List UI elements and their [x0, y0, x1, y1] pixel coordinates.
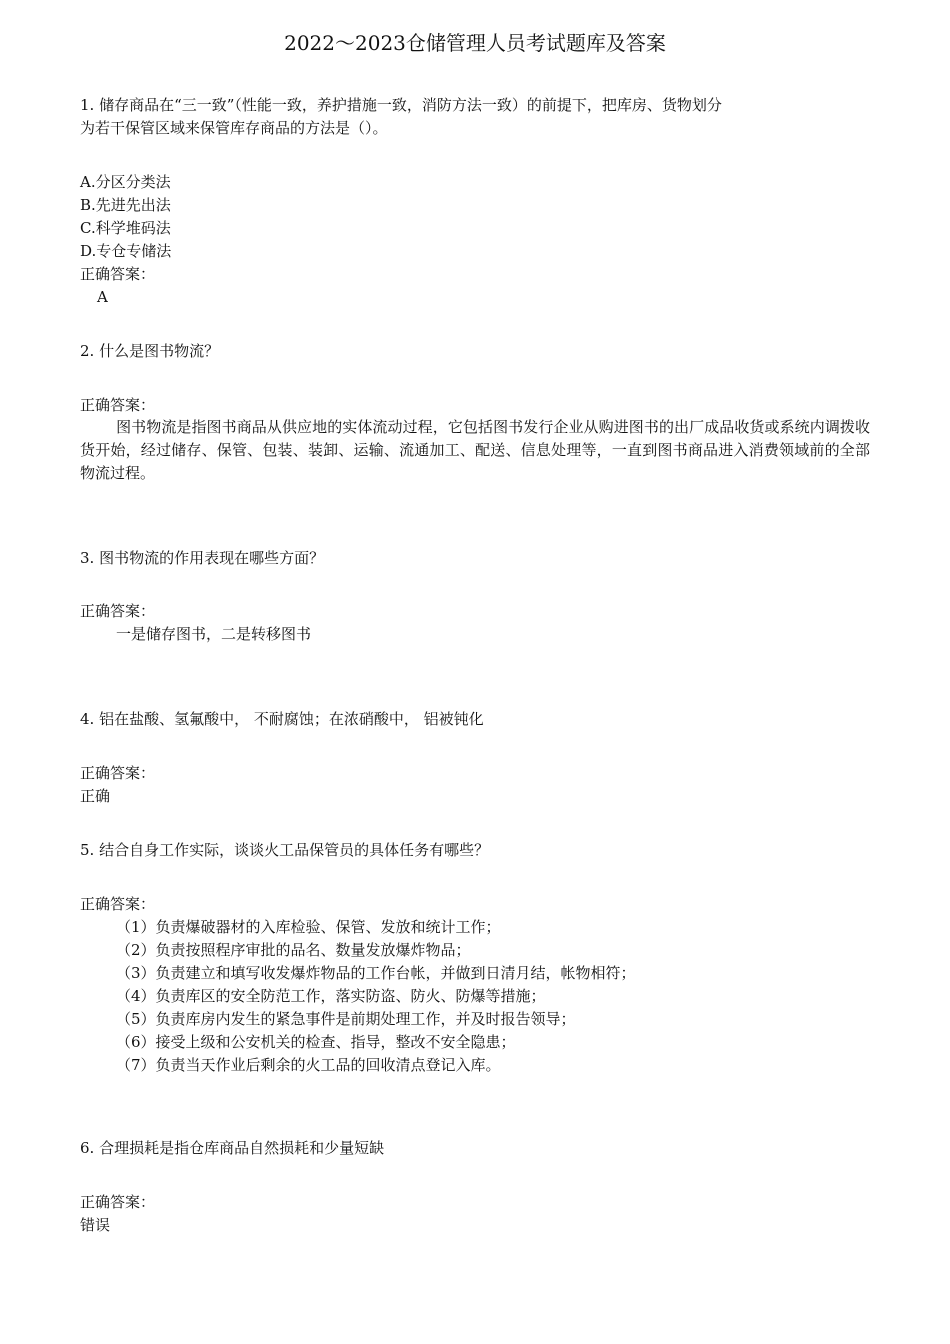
question-4-text: 4. 铝在盐酸、氢氟酸中， 不耐腐蚀；在浓硝酸中， 铝被钝化 [80, 710, 484, 728]
question-4-answer: 正确 [80, 787, 111, 805]
question-1-option-b: B.先进先出法 [80, 196, 171, 214]
question-5-answer-item-1: （1）负责爆破器材的入库检验、保管、发放和统计工作； [116, 918, 501, 936]
question-3-text: 3. 图书物流的作用表现在哪些方面？ [80, 549, 325, 567]
question-5-answer-label: 正确答案： [80, 895, 156, 913]
question-6-answer-label: 正确答案： [80, 1193, 156, 1211]
question-1-text-line-1: 1. 储存商品在“三一致”（性能一致，养护措施一致，消防方法一致）的前提下，把库房、货物划分 [80, 96, 722, 114]
question-1-option-a: A.分区分类法 [80, 173, 171, 191]
question-6-text: 6. 合理损耗是指仓库商品自然损耗和少量短缺 [80, 1139, 385, 1157]
question-5-text: 5. 结合自身工作实际，谈谈火工品保管员的具体任务有哪些？ [80, 841, 490, 859]
question-1-answer-label: 正确答案： [80, 265, 156, 283]
question-1-option-d: D.专仓专储法 [80, 242, 172, 260]
question-1-answer: A [97, 288, 108, 306]
question-6-answer: 错误 [80, 1216, 111, 1234]
question-2-text: 2. 什么是图书物流？ [80, 342, 220, 360]
question-2-answer [80, 416, 870, 485]
question-5-answer-item-5: （5）负责库房内发生的紧急事件是前期处理工作，并及时报告领导； [116, 1010, 576, 1028]
question-1-text-line-2: 为若干保管区域来保管库存商品的方法是（）。 [80, 119, 388, 137]
question-2-answer-label: 正确答案： [80, 396, 156, 414]
document-title: 2022～2023仓储管理人员考试题库及答案 [284, 31, 666, 55]
question-4-answer-label: 正确答案： [80, 764, 156, 782]
question-1-option-c: C.科学堆码法 [80, 219, 171, 237]
question-3-answer-label: 正确答案： [80, 602, 156, 620]
question-5-answer-item-3: （3）负责建立和填写收发爆炸物品的工作台帐，并做到日清月结，帐物相符； [116, 964, 636, 982]
question-5-answer-item-7: （7）负责当天作业后剩余的火工品的回收清点登记入库。 [116, 1056, 501, 1074]
question-5-answer-item-2: （2）负责按照程序审批的品名、数量发放爆炸物品； [116, 941, 471, 959]
question-5-answer-item-6: （6）接受上级和公安机关的检查、指导，整改不安全隐患； [116, 1033, 516, 1051]
question-2-answer-text: 图书物流是指图书商品从供应地的实体流动过程，它包括图书发行企业从购进图书的出厂成品收货或系统内调拨收货开始，经过储存、保管、包装、装卸、运输、流通加工、配送、信息处理等，一直到图书商品进入消费领域前的全部物流过程。 [80, 418, 870, 482]
question-3-answer: 一是储存图书，二是转移图书 [116, 625, 312, 643]
question-5-answer-item-4: （4）负责库区的安全防范工作，落实防盗、防火、防爆等措施； [116, 987, 546, 1005]
